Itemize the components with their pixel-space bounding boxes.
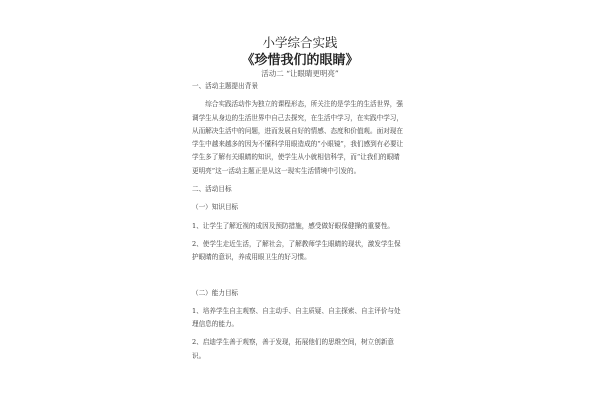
section2-heading: 二、活动目标 [192,185,232,194]
document-body [192,80,406,363]
knowledge-item-1: 1、让学生了解近视的成因及预防措施，感受做好眼保健操的重要性。 [192,221,395,230]
ability-heading: （二）能力目标 [192,288,239,297]
activity-title: 活动二 “让眼睛更明亮” [261,69,339,78]
doc-subtitle: 《珍惜我们的眼睛》 [241,53,359,68]
knowledge-item-2: 2、使学生走近生活，了解社会，了解教师学生眼睛的现状，激发学生保护眼睛的意识，养成用眼卫生的好习惯。 [192,239,401,262]
section1-heading: 一、活动主题提出背景 [192,82,258,90]
section1-paragraph: 综合实践活动作为独立的课程形态，所关注的是学生的生活世界，强调学生从身边的生活世界中自己去探究，在生活中学习，在实践中学习，从而解决生活中的问题，进而发展自好的情感、态度和价值观。面对现在学生中越来越多的因为不懂科学用眼造成的“小眼镜”，我们感到有必要让学生多了解有关眼睛的知识，使学生从小就相信科学，而“让我们的眼睛更明亮”这一活动主题正是从这一现实生活情境中引发的。 [192,100,404,175]
doc-title: 小学综合实践 [262,35,338,50]
knowledge-heading: （一）知识目标 [192,203,239,212]
ability-item-2: 2、启迪学生善于观察，善于发现，拓展他们的思维空间，树立创新意识。 [192,338,395,360]
ability-item-1: 1、培养学生自主观察、自主动手、自主质疑、自主探索、自主评价与处理信息的能力。 [192,306,401,329]
